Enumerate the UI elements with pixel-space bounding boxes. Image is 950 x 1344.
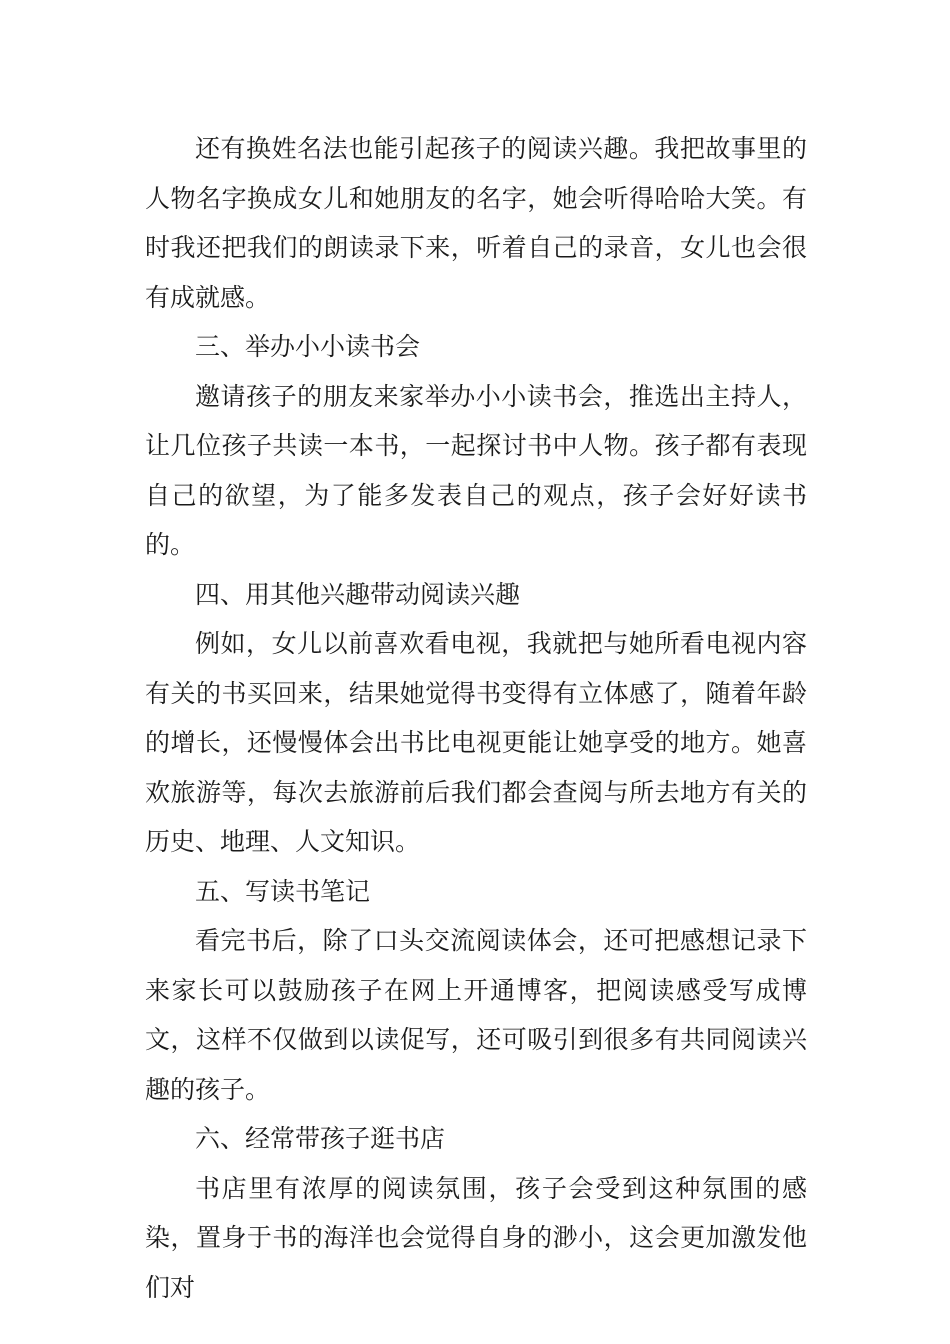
document-body bbox=[145, 124, 807, 1312]
paragraph-rename-method: 还有换姓名法也能引起孩子的阅读兴趣。我把故事里的人物名字换成女儿和她朋友的名字，她会听得哈哈大笑。有时我还把我们的朗读录下来，听着自己的录音，女儿也会很有成就感。 bbox=[145, 134, 807, 312]
section-heading-reading-club: 三、举办小小读书会 bbox=[195, 332, 421, 361]
section-heading-bookstore: 六、经常带孩子逛书店 bbox=[195, 1124, 446, 1153]
section-heading-other-interests: 四、用其他兴趣带动阅读兴趣 bbox=[195, 579, 521, 609]
paragraph-other-interests: 例如，女儿以前喜欢看电视，我就把与她所看电视内容有关的书买回来，结果她觉得书变得有立体感了，随着年龄的增长，还慢慢体会出书比电视更能让她享受的地方。她喜欢旅游等，每次去旅游前后我们都会查阅与所去地方有关的历史、地理、人文知识。 bbox=[145, 629, 807, 856]
paragraph-bookstore: 书店里有浓厚的阅读氛围，孩子会受到这种氛围的感染，置身于书的海洋也会觉得自身的渺小，这会更加激发他们对 bbox=[145, 1173, 807, 1302]
paragraph-reading-club: 邀请孩子的朋友来家举办小小读书会，推选出主持人，让几位孩子共读一本书，一起探讨书中人物。孩子都有表现自己的欲望，为了能多发表自己的观点，孩子会好好读书的。 bbox=[145, 381, 807, 559]
section-heading-reading-notes: 五、写读书笔记 bbox=[195, 876, 371, 906]
paragraph-reading-notes: 看完书后，除了口头交流阅读体会，还可把感想记录下来家长可以鼓励孩子在网上开通博客，把阅读感受写成博文，这样不仅做到以读促写，还可吸引到很多有共同阅读兴趣的孩子。 bbox=[145, 926, 807, 1104]
